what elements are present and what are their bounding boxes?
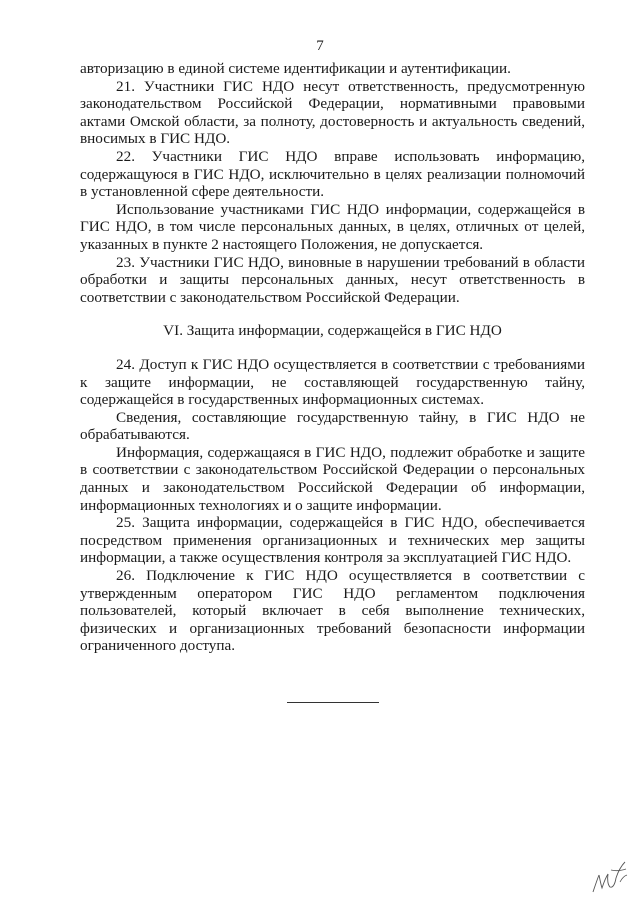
handwritten-initials-mark bbox=[590, 858, 634, 898]
end-of-document-divider bbox=[287, 702, 379, 703]
paragraph-item-22: 22. Участники ГИС НДО вправе использовать информацию, содержащуюся в ГИС НДО, исключительно в целях реализации полномочий в установленной сфере деятельности. bbox=[80, 147, 585, 201]
page-number: 7 bbox=[316, 38, 324, 54]
paragraph: авторизацию в единой системе идентификации и аутентификации. bbox=[80, 60, 511, 77]
paragraph: Информация, содержащаяся в ГИС НДО, подлежит обработке и защите в соответствии с законодательством Российской Федерации о персональных данных и законодательством Российской Федерации об информации, информационных технологиях и о защите информации. bbox=[80, 443, 585, 514]
paragraph: Сведения, составляющие государственную тайну, в ГИС НДО не обрабатываются. bbox=[80, 408, 585, 444]
paragraph-item-26: 26. Подключение к ГИС НДО осуществляется в соответствии с утвержденным оператором ГИС НДО регламентом подключения пользователей, который включает в себя выполнение технических, физических и организационных требований безопасности информации ограниченного доступа. bbox=[80, 567, 585, 655]
paragraphs-before-heading bbox=[80, 60, 585, 306]
paragraph-item-25: 25. Защита информации, содержащейся в ГИС НДО, обеспечивается посредством применения организационных и технических мер защиты информации, а также осуществления контроля за эксплуатацией ГИС НДО. bbox=[80, 514, 585, 567]
document-body bbox=[80, 60, 585, 655]
paragraph: Использование участниками ГИС НДО информации, содержащейся в ГИС НДО, в том числе персональных данных, в целях, отличных от целей, указанных в пункте 2 настоящего Положения, не допускается. bbox=[80, 200, 585, 253]
section-heading: VI. Защита информации, содержащейся в ГИС НДО bbox=[163, 322, 502, 340]
paragraphs-after-heading bbox=[80, 356, 585, 655]
paragraph-item-24: 24. Доступ к ГИС НДО осуществляется в соответствии с требованиями к защите информации, не составляющей государственную тайну, содержащейся в государственных информационных системах. bbox=[80, 355, 585, 409]
paragraph-item-21: 21. Участники ГИС НДО несут ответственность, предусмотренную законодательством Российской Федерации, нормативными правовыми актами Омской области, за полноту, достоверность и актуальность сведений, вносимых в ГИС НДО. bbox=[80, 77, 585, 148]
paragraph-item-23: 23. Участники ГИС НДО, виновные в нарушении требований в области обработки и защиты персональных данных, несут ответственность в соответствии с законодательством Российской Федерации. bbox=[80, 253, 585, 306]
